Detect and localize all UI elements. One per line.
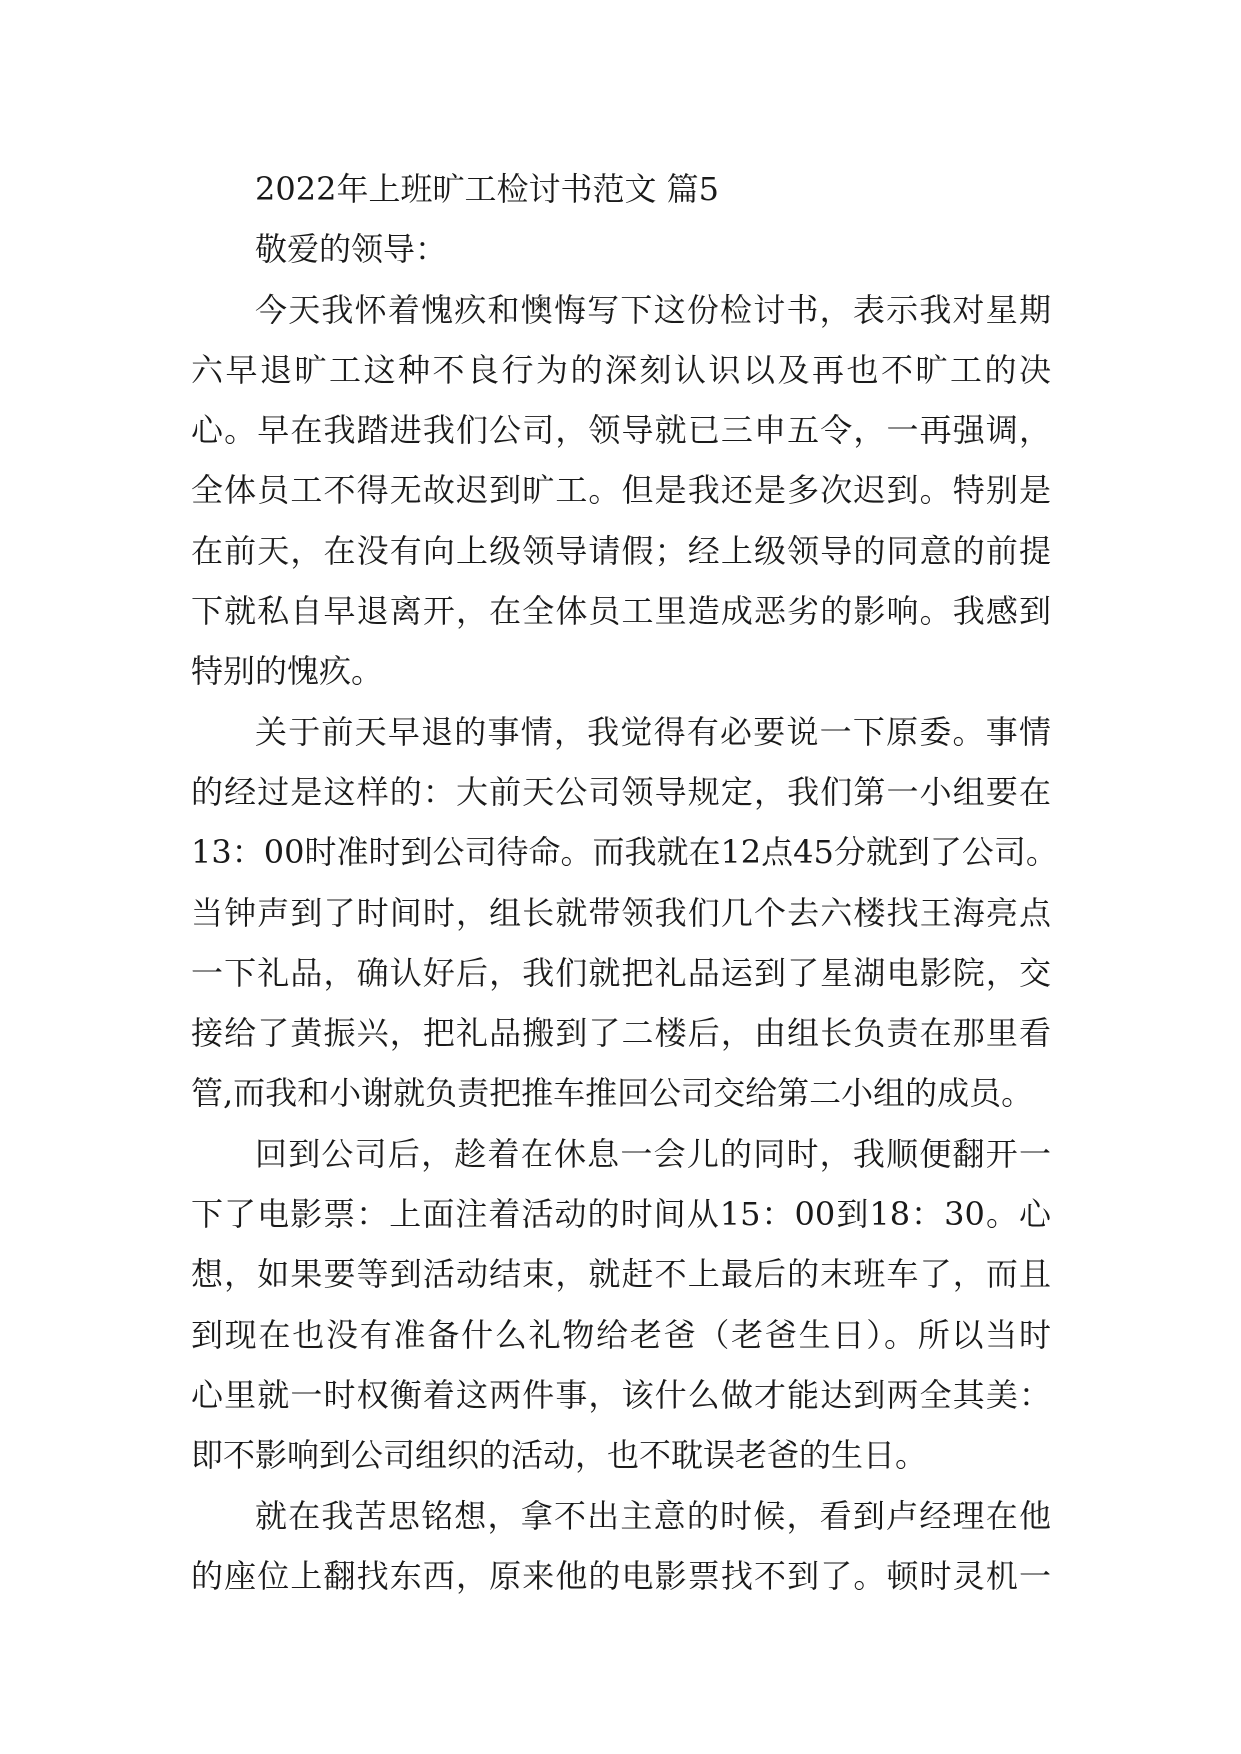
paragraph-2-line: 关于前天早退的事情，我觉得有必要说一下原委。事情 [255, 712, 1051, 751]
paragraph-3-line: 心里就一时权衡着这两件事，该什么做才能达到两全其美： [191, 1375, 1051, 1414]
paragraph-3-line: 到现在也没有准备什么礼物给老爸（老爸生日）。所以当时 [191, 1315, 1051, 1354]
paragraph-2-line: 的经过是这样的：大前天公司领导规定，我们第一小组要在 [191, 772, 1051, 811]
paragraph-1-line: 心。早在我踏进我们公司，领导就已三申五令，一再强调， [191, 411, 1051, 450]
paragraph-3-line: 即不影响到公司组织的活动，也不耽误老爸的生日。 [191, 1436, 928, 1475]
paragraph-2-line: 当钟声到了时间时，组长就带领我们几个去六楼找王海亮点 [191, 893, 1051, 932]
paragraph-3-line: 下了电影票：上面注着活动的时间从15：00到18：30。心 [191, 1195, 1051, 1234]
paragraph-3-line: 回到公司后，趁着在休息一会儿的同时，我顺便翻开一 [255, 1134, 1051, 1173]
paragraph-3-line: 想，如果要等到活动结束，就赶不上最后的末班车了，而且 [191, 1255, 1051, 1294]
paragraph-1-line: 今天我怀着愧疚和懊悔写下这份检讨书，表示我对星期 [255, 290, 1051, 329]
salutation: 敬爱的领导： [255, 230, 448, 269]
document-body [191, 159, 1058, 1606]
paragraph-1-line: 下就私自早退离开，在全体员工里造成恶劣的影响。我感到 [191, 592, 1051, 631]
paragraph-2-line: 13：00时准时到公司待命。而我就在12点45分就到了公司。 [191, 833, 1058, 872]
paragraph-4-line: 的座位上翻找东西，原来他的电影票找不到了。顿时灵机一 [191, 1556, 1051, 1595]
paragraph-2-line: 一下礼品，确认好后，我们就把礼品运到了星湖电影院，交 [191, 953, 1051, 992]
paragraph-2-line: 接给了黄振兴，把礼品搬到了二楼后，由组长负责在那里看 [191, 1014, 1051, 1053]
paragraph-1-line: 在前天，在没有向上级领导请假；经上级领导的同意的前提 [191, 531, 1051, 570]
paragraph-1-line: 特别的愧疚。 [191, 652, 384, 691]
document-title: 2022年上班旷工检讨书范文 篇5 [255, 170, 719, 208]
paragraph-4-line: 就在我苦思铭想，拿不出主意的时候，看到卢经理在他 [255, 1496, 1051, 1535]
paragraph-1-line: 六早退旷工这种不良行为的深刻认识以及再也不旷工的决 [191, 350, 1051, 389]
paragraph-2-line: 管,而我和小谢就负责把推车推回公司交给第二小组的成员。 [191, 1074, 1034, 1113]
paragraph-1-line: 全体员工不得无故迟到旷工。但是我还是多次迟到。特别是 [191, 471, 1051, 510]
